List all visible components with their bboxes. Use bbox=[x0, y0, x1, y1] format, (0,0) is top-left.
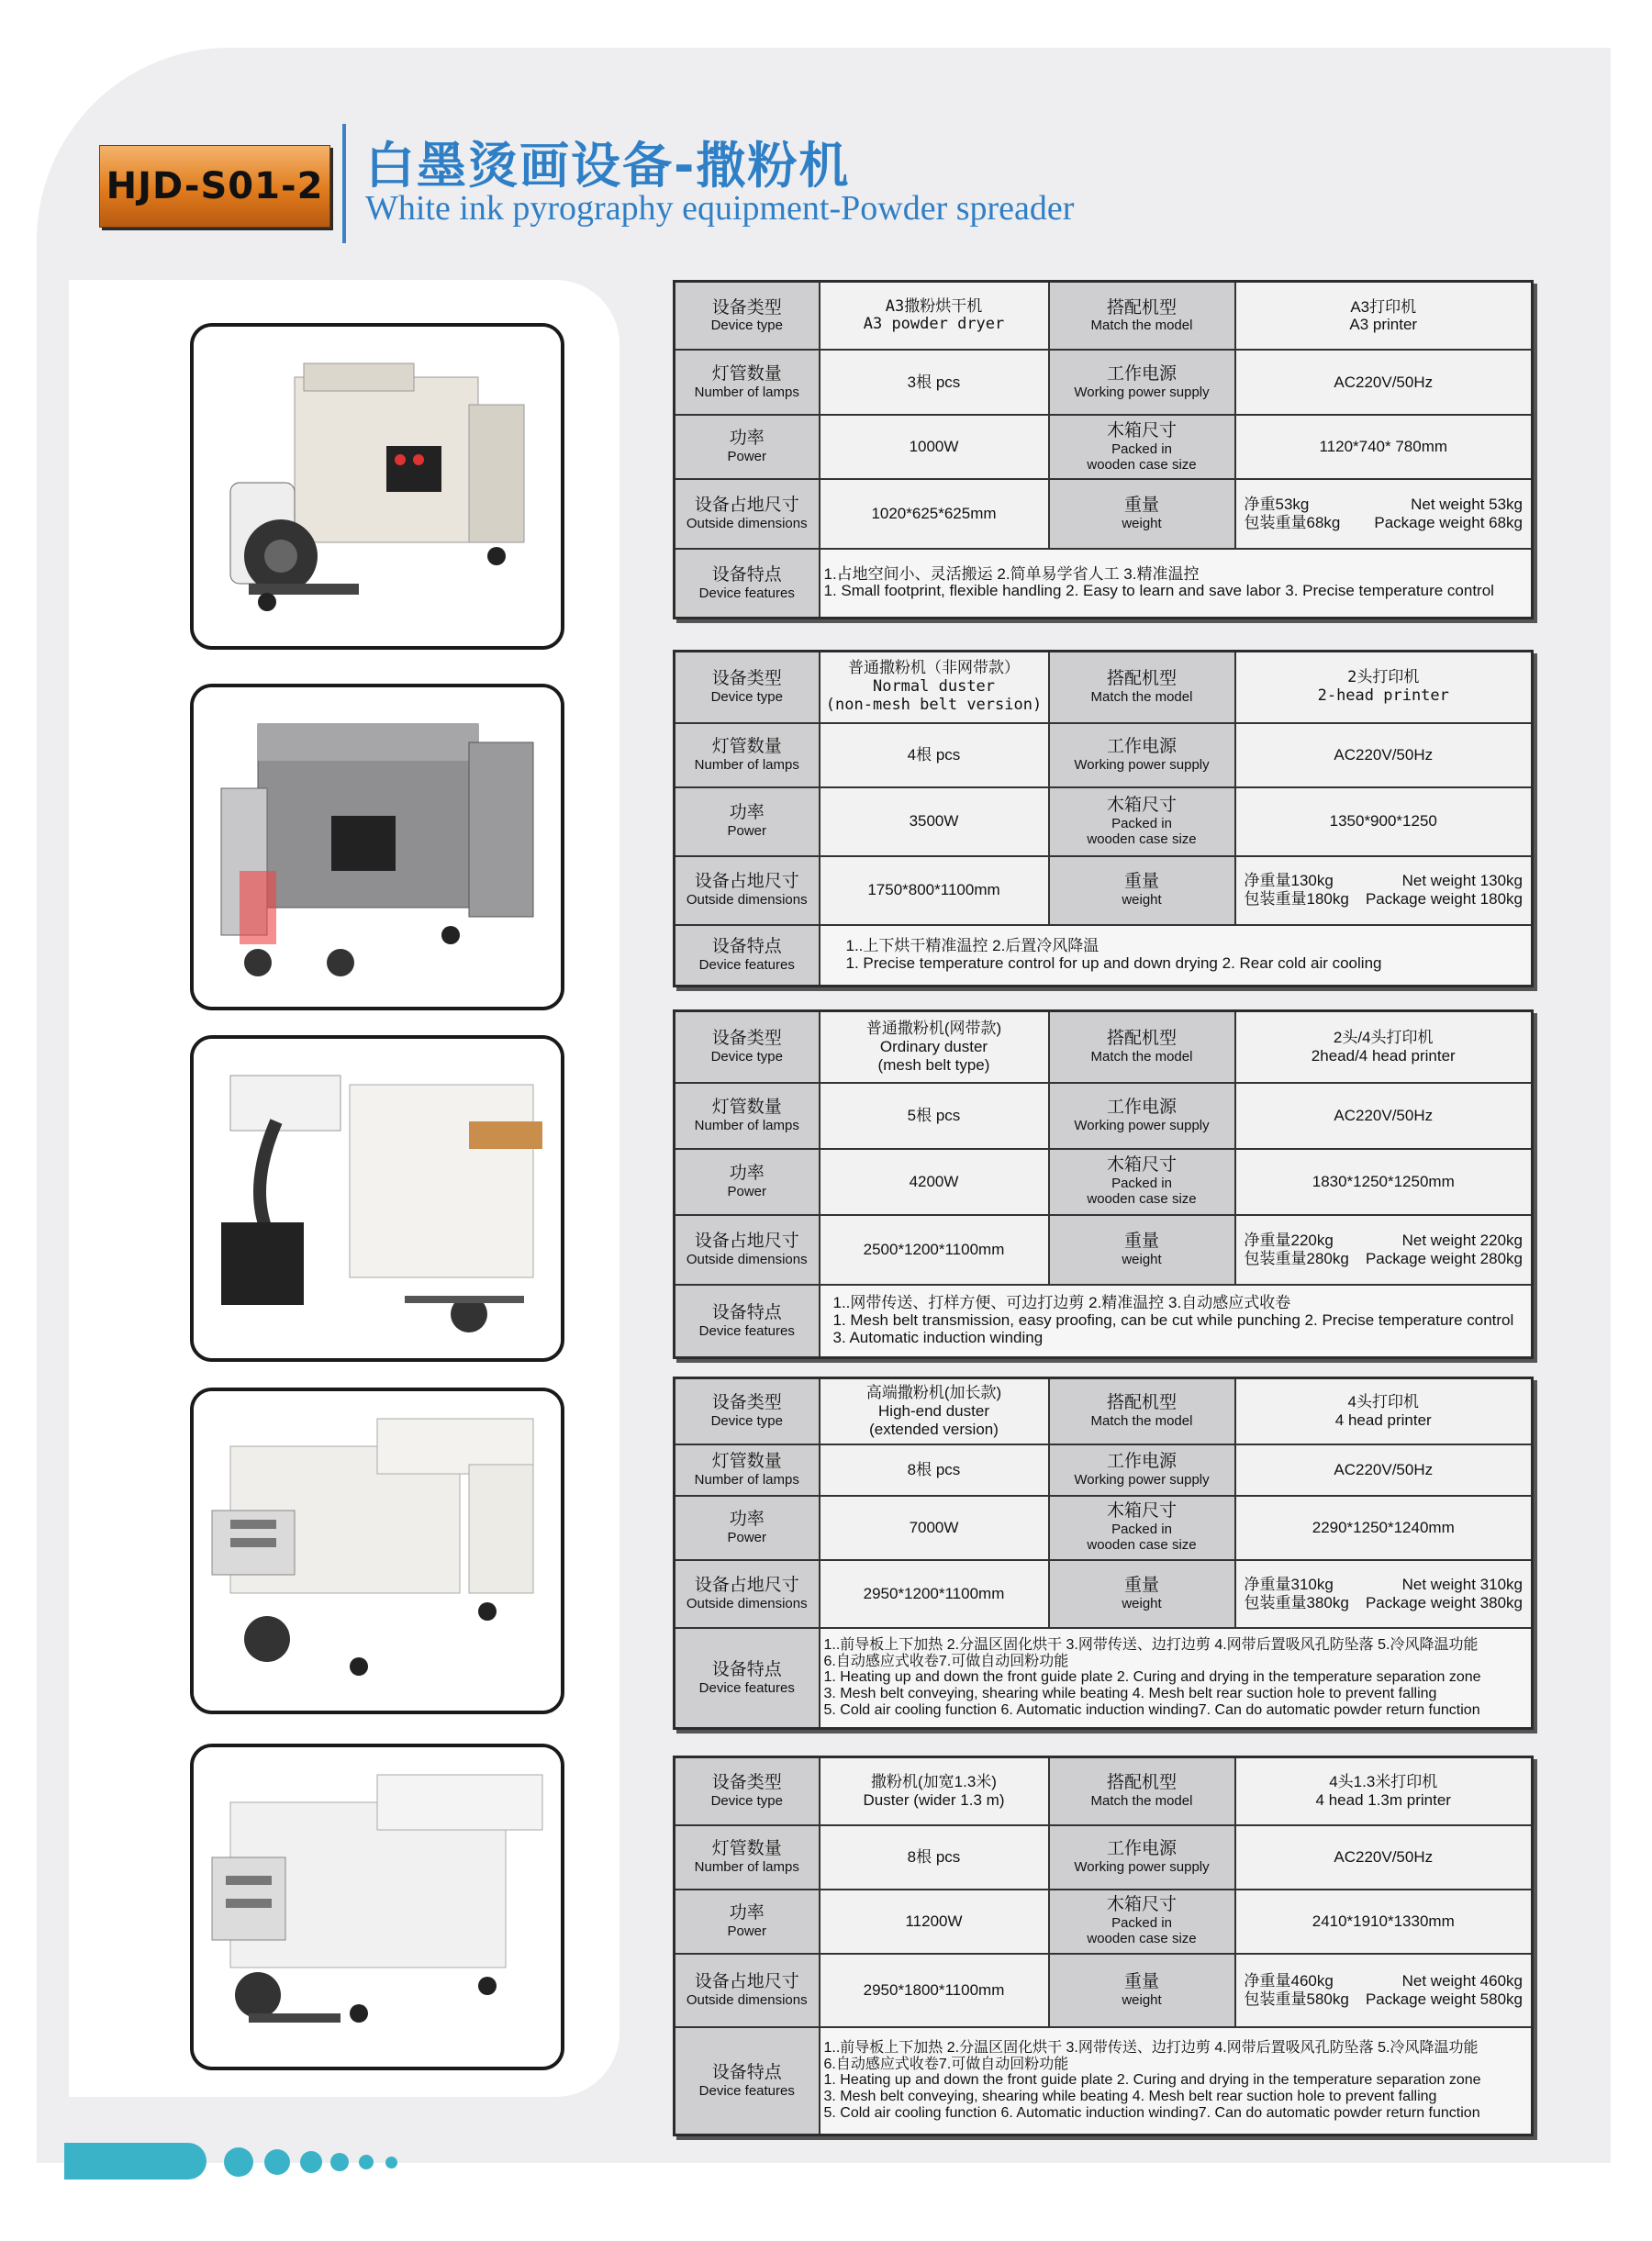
label-type: 设备类型 Device type bbox=[675, 1378, 820, 1444]
label-lamps: 灯管数量 Number of lamps bbox=[675, 1083, 820, 1149]
model-badge bbox=[99, 145, 330, 228]
machine-photo-5 bbox=[190, 1744, 564, 2070]
label-dims: 设备占地尺寸 Outside dimensions bbox=[675, 856, 820, 925]
weight-value: 净重量460kg Net weight 460kg 包装重量580kg Package weight 580kg bbox=[1235, 1954, 1533, 2027]
label-supply: 工作电源 Working power supply bbox=[1049, 723, 1235, 787]
dims-value: 1750*800*1100mm bbox=[820, 856, 1049, 925]
wide-duster-illustration bbox=[194, 1747, 561, 2067]
machine-photo-2 bbox=[190, 684, 564, 1010]
weight-value: 净重量310kg Net weight 310kg 包装重量380kg Package weight 380kg bbox=[1235, 1560, 1533, 1628]
label-power: 功率 Power bbox=[675, 787, 820, 856]
lamps-value: 4根 pcs bbox=[820, 723, 1049, 787]
label-supply: 工作电源 Working power supply bbox=[1049, 1444, 1235, 1496]
match-model-value: 2头/4头打印机 2head/4 head printer bbox=[1235, 1011, 1533, 1083]
case-size-value: 2410*1910*1330mm bbox=[1235, 1890, 1533, 1954]
features-value: 1..网带传送、打样方便、可边打边剪 2.精准温控 3.自动感应式收卷 1. Mesh belt transmission, easy proofing, can be cut while punching 2. Precise temperature control 3. Automatic induction winding bbox=[820, 1285, 1533, 1358]
label-dims: 设备占地尺寸 Outside dimensions bbox=[675, 479, 820, 549]
model-badge-text: HJD-S01-2 bbox=[106, 165, 324, 207]
label-power: 功率 Power bbox=[675, 1496, 820, 1560]
label-features: 设备特点 Device features bbox=[675, 2027, 820, 2135]
footer-bar bbox=[64, 2143, 206, 2180]
device-type-value: 普通撒粉机(网带款) Ordinary duster (mesh belt type) bbox=[820, 1011, 1049, 1083]
label-match: 搭配机型 Match the model bbox=[1049, 1011, 1235, 1083]
case-size-value: 1350*900*1250 bbox=[1235, 787, 1533, 856]
label-dims: 设备占地尺寸 Outside dimensions bbox=[675, 1215, 820, 1285]
supply-value: AC220V/50Hz bbox=[1235, 1444, 1533, 1496]
high-end-duster-illustration bbox=[194, 1391, 561, 1711]
a3-dryer-illustration bbox=[194, 327, 561, 646]
title-divider bbox=[342, 124, 346, 243]
footer-dot bbox=[300, 2151, 322, 2173]
label-weight: 重量 weight bbox=[1049, 1954, 1235, 2027]
weight-value: 净重量130kg Net weight 130kg 包装重量180kg Package weight 180kg bbox=[1235, 856, 1533, 925]
label-weight: 重量 weight bbox=[1049, 1215, 1235, 1285]
machine-photo-4 bbox=[190, 1388, 564, 1714]
power-value: 4200W bbox=[820, 1149, 1049, 1215]
normal-duster-illustration bbox=[194, 687, 561, 1007]
label-power: 功率 Power bbox=[675, 1149, 820, 1215]
features-value: 1.占地空间小、灵活搬运 2.简单易学省人工 3.精准温控 1. Small footprint, flexible handling 2. Easy to learn and save labor 3. Precise temperature control bbox=[820, 549, 1533, 619]
label-match: 搭配机型 Match the model bbox=[1049, 282, 1235, 351]
page-title-cn: 白墨烫画设备-撒粉机 bbox=[365, 137, 851, 195]
spec-table-2 bbox=[673, 650, 1534, 987]
spec-table-1 bbox=[673, 280, 1534, 619]
features-value: 1..上下烘干精准温控 2.后置冷风降温 1. Precise temperature control for up and down drying 2. Rear cold air cooling bbox=[820, 925, 1533, 987]
machine-photo-3 bbox=[190, 1035, 564, 1362]
dims-value: 2950*1800*1100mm bbox=[820, 1954, 1049, 2027]
device-type-value: 普通撒粉机（非网带款） Normal duster (non-mesh belt version) bbox=[820, 652, 1049, 723]
features-value: 1..前导板上下加热 2.分温区固化烘干 3.网带传送、边打边剪 4.网带后置吸风孔防坠落 5.冷风降温功能 6.自动感应式收卷7.可做自动回粉功能 1. Heating up and down the front guide plate 2. Curing and drying in the temperature separation zone 3. Mesh belt conveying, shearing while beating 4. Mesh belt rear suction hole to prevent falling 5. Cold air cooling function 6. Automatic induction winding7. Can do automatic powder return function bbox=[820, 2027, 1533, 2135]
spec-table-3 bbox=[673, 1009, 1534, 1359]
power-value: 1000W bbox=[820, 415, 1049, 480]
label-weight: 重量 weight bbox=[1049, 479, 1235, 549]
lamps-value: 8根 pcs bbox=[820, 1825, 1049, 1890]
match-model-value: 4头1.3米打印机 4 head 1.3m printer bbox=[1235, 1757, 1533, 1825]
machine-photo-1 bbox=[190, 323, 564, 650]
lamps-value: 5根 pcs bbox=[820, 1083, 1049, 1149]
lamps-value: 8根 pcs bbox=[820, 1444, 1049, 1496]
label-match: 搭配机型 Match the model bbox=[1049, 1757, 1235, 1825]
label-case: 木箱尺寸 Packed in wooden case size bbox=[1049, 787, 1235, 856]
device-type-value: 高端撒粉机(加长款) High-end duster (extended version) bbox=[820, 1378, 1049, 1444]
supply-value: AC220V/50Hz bbox=[1235, 723, 1533, 787]
label-weight: 重量 weight bbox=[1049, 856, 1235, 925]
label-lamps: 灯管数量 Number of lamps bbox=[675, 350, 820, 415]
label-supply: 工作电源 Working power supply bbox=[1049, 1825, 1235, 1890]
label-features: 设备特点 Device features bbox=[675, 1285, 820, 1358]
label-type: 设备类型 Device type bbox=[675, 1011, 820, 1083]
supply-value: AC220V/50Hz bbox=[1235, 1083, 1533, 1149]
footer-dot bbox=[330, 2153, 349, 2171]
footer-dot bbox=[224, 2147, 253, 2177]
match-model-value: 4头打印机 4 head printer bbox=[1235, 1378, 1533, 1444]
power-value: 3500W bbox=[820, 787, 1049, 856]
label-supply: 工作电源 Working power supply bbox=[1049, 350, 1235, 415]
dims-value: 1020*625*625mm bbox=[820, 479, 1049, 549]
label-features: 设备特点 Device features bbox=[675, 1628, 820, 1729]
label-lamps: 灯管数量 Number of lamps bbox=[675, 1444, 820, 1496]
spec-table-4 bbox=[673, 1377, 1534, 1730]
label-dims: 设备占地尺寸 Outside dimensions bbox=[675, 1560, 820, 1628]
dims-value: 2500*1200*1100mm bbox=[820, 1215, 1049, 1285]
power-value: 7000W bbox=[820, 1496, 1049, 1560]
mesh-duster-illustration bbox=[194, 1039, 561, 1358]
weight-value: 净重53kg Net weight 53kg 包装重量68kg Package weight 68kg bbox=[1235, 479, 1533, 549]
footer-dot bbox=[385, 2157, 397, 2169]
footer-dot bbox=[264, 2149, 290, 2175]
spec-table-5 bbox=[673, 1756, 1534, 2136]
case-size-value: 1830*1250*1250mm bbox=[1235, 1149, 1533, 1215]
label-lamps: 灯管数量 Number of lamps bbox=[675, 723, 820, 787]
label-power: 功率 Power bbox=[675, 1890, 820, 1954]
dims-value: 2950*1200*1100mm bbox=[820, 1560, 1049, 1628]
device-type-value: A3撒粉烘干机 A3 powder dryer bbox=[820, 282, 1049, 351]
case-size-value: 2290*1250*1240mm bbox=[1235, 1496, 1533, 1560]
label-power: 功率 Power bbox=[675, 415, 820, 480]
label-case: 木箱尺寸 Packed in wooden case size bbox=[1049, 1890, 1235, 1954]
match-model-value: A3打印机 A3 printer bbox=[1235, 282, 1533, 351]
label-type: 设备类型 Device type bbox=[675, 652, 820, 723]
supply-value: AC220V/50Hz bbox=[1235, 350, 1533, 415]
label-features: 设备特点 Device features bbox=[675, 549, 820, 619]
power-value: 11200W bbox=[820, 1890, 1049, 1954]
case-size-value: 1120*740* 780mm bbox=[1235, 415, 1533, 480]
label-features: 设备特点 Device features bbox=[675, 925, 820, 987]
match-model-value: 2头打印机 2-head printer bbox=[1235, 652, 1533, 723]
label-type: 设备类型 Device type bbox=[675, 282, 820, 351]
label-lamps: 灯管数量 Number of lamps bbox=[675, 1825, 820, 1890]
label-type: 设备类型 Device type bbox=[675, 1757, 820, 1825]
label-dims: 设备占地尺寸 Outside dimensions bbox=[675, 1954, 820, 2027]
label-match: 搭配机型 Match the model bbox=[1049, 652, 1235, 723]
label-case: 木箱尺寸 Packed in wooden case size bbox=[1049, 1149, 1235, 1215]
footer-dot bbox=[359, 2155, 374, 2169]
label-supply: 工作电源 Working power supply bbox=[1049, 1083, 1235, 1149]
lamps-value: 3根 pcs bbox=[820, 350, 1049, 415]
device-type-value: 撒粉机(加宽1.3米) Duster (wider 1.3 m) bbox=[820, 1757, 1049, 1825]
label-case: 木箱尺寸 Packed in wooden case size bbox=[1049, 1496, 1235, 1560]
label-case: 木箱尺寸 Packed in wooden case size bbox=[1049, 415, 1235, 480]
label-weight: 重量 weight bbox=[1049, 1560, 1235, 1628]
label-match: 搭配机型 Match the model bbox=[1049, 1378, 1235, 1444]
weight-value: 净重量220kg Net weight 220kg 包装重量280kg Package weight 280kg bbox=[1235, 1215, 1533, 1285]
page-title-en: White ink pyrography equipment-Powder spreader bbox=[365, 189, 1075, 228]
supply-value: AC220V/50Hz bbox=[1235, 1825, 1533, 1890]
features-value: 1..前导板上下加热 2.分温区固化烘干 3.网带传送、边打边剪 4.网带后置吸风孔防坠落 5.冷风降温功能 6.自动感应式收卷7.可做自动回粉功能 1. Heating up and down the front guide plate 2. Curing and drying in the temperature separation zone 3. Mesh belt conveying, shearing while beating 4. Mesh belt rear suction hole to prevent falling 5. Cold air cooling function 6. Automatic induction winding7. Can do automatic powder return function bbox=[820, 1628, 1533, 1729]
